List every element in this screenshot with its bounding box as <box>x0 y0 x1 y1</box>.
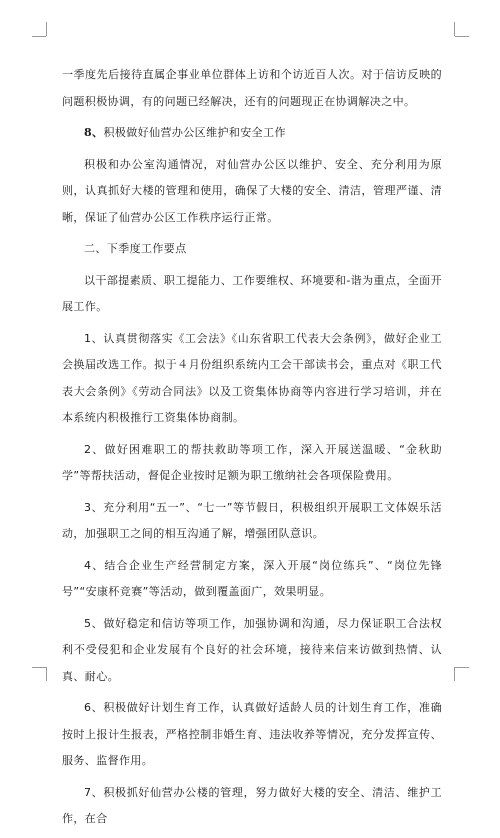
section-heading <box>62 120 442 147</box>
crop-mark-bottom-right-h <box>455 667 469 668</box>
list-item: 2、做好困难职工的帮扶救助等项工作，深入开展送温暖、“金秋助学”等帮扶活动，督促企业按时足额为职工缴纳社会各项保险费用。 <box>62 442 442 482</box>
paragraph: 积极和办公室沟通情况，对仙营办公区以维护、安全、充分利用为原则，认真抓好大楼的管理和使用，确保了大楼的安全、清洁，管理严谨、清晰，保证了仙营办公区工作秩序运行正常。 <box>62 157 442 224</box>
crop-mark-top-left-h <box>32 36 46 37</box>
paragraph: 一季度先后接待直属企事业单位群体上访和个访近百人次。对于信访反映的问题积极协调，有的问题已经解决，还有的问题现正在协调解决之中。 <box>62 68 442 108</box>
list-item: 7、积极抓好仙营办公楼的管理，努力做好大楼的安全、清洁、维护工作，在合 <box>62 785 442 825</box>
heading-text: 积极做好仙营办公区维护和安全工作 <box>103 126 286 139</box>
crop-mark-top-right-h <box>455 36 469 37</box>
crop-mark-bottom-left-h <box>32 667 46 668</box>
crop-mark-bottom-right-v <box>454 667 455 681</box>
list-item: 4、结合企业生产经营制定方案，深入开展“岗位练兵”、“岗位先锋号”“安康杯竞赛”等活动，做到覆盖面广，效果明显。 <box>62 558 442 598</box>
list-item: 6、积极做好计划生育工作，认真做好适龄人员的计划生育工作，准确按时上报计生报表，严格控制非婚生育、违法收养等情况，充分发挥宣传、服务、监督作用。 <box>62 701 442 767</box>
section-title: 二、下季度工作要点 <box>84 242 187 255</box>
crop-mark-bottom-left-v <box>46 667 47 681</box>
list-item: 5、做好稳定和信访等项工作，加强协调和沟通，尽力保证职工合法权利不受侵犯和企业发展有个良好的社会环境，接待来信来访做到热情、认真、耐心。 <box>62 616 442 683</box>
paragraph: 以干部提素质、职工提能力、工作要维权、环境要和-谐为重点，全面开展工作。 <box>62 273 442 313</box>
crop-mark-top-left-v <box>46 22 47 36</box>
document-body <box>62 62 442 838</box>
list-item: 1、认真贯彻落实《工会法》《山东省职工代表大会条例》，做好企业工会换届改选工作。拟于４月份组织系统内工会干部读书会，重点对《职工代表大会条例》《劳动合同法》以及工资集体协商等内容进行学习培训，并在本系统内积极推行工资集体协商制。 <box>62 331 442 424</box>
list-item: 3、充分利用“五一”、“七一”等节假日，积极组织开展职工文体娱乐活动，加强职工之间的相互沟通了解，增强团队意识。 <box>62 500 442 540</box>
heading-number: 8、 <box>84 126 104 139</box>
crop-mark-top-right-v <box>454 22 455 36</box>
